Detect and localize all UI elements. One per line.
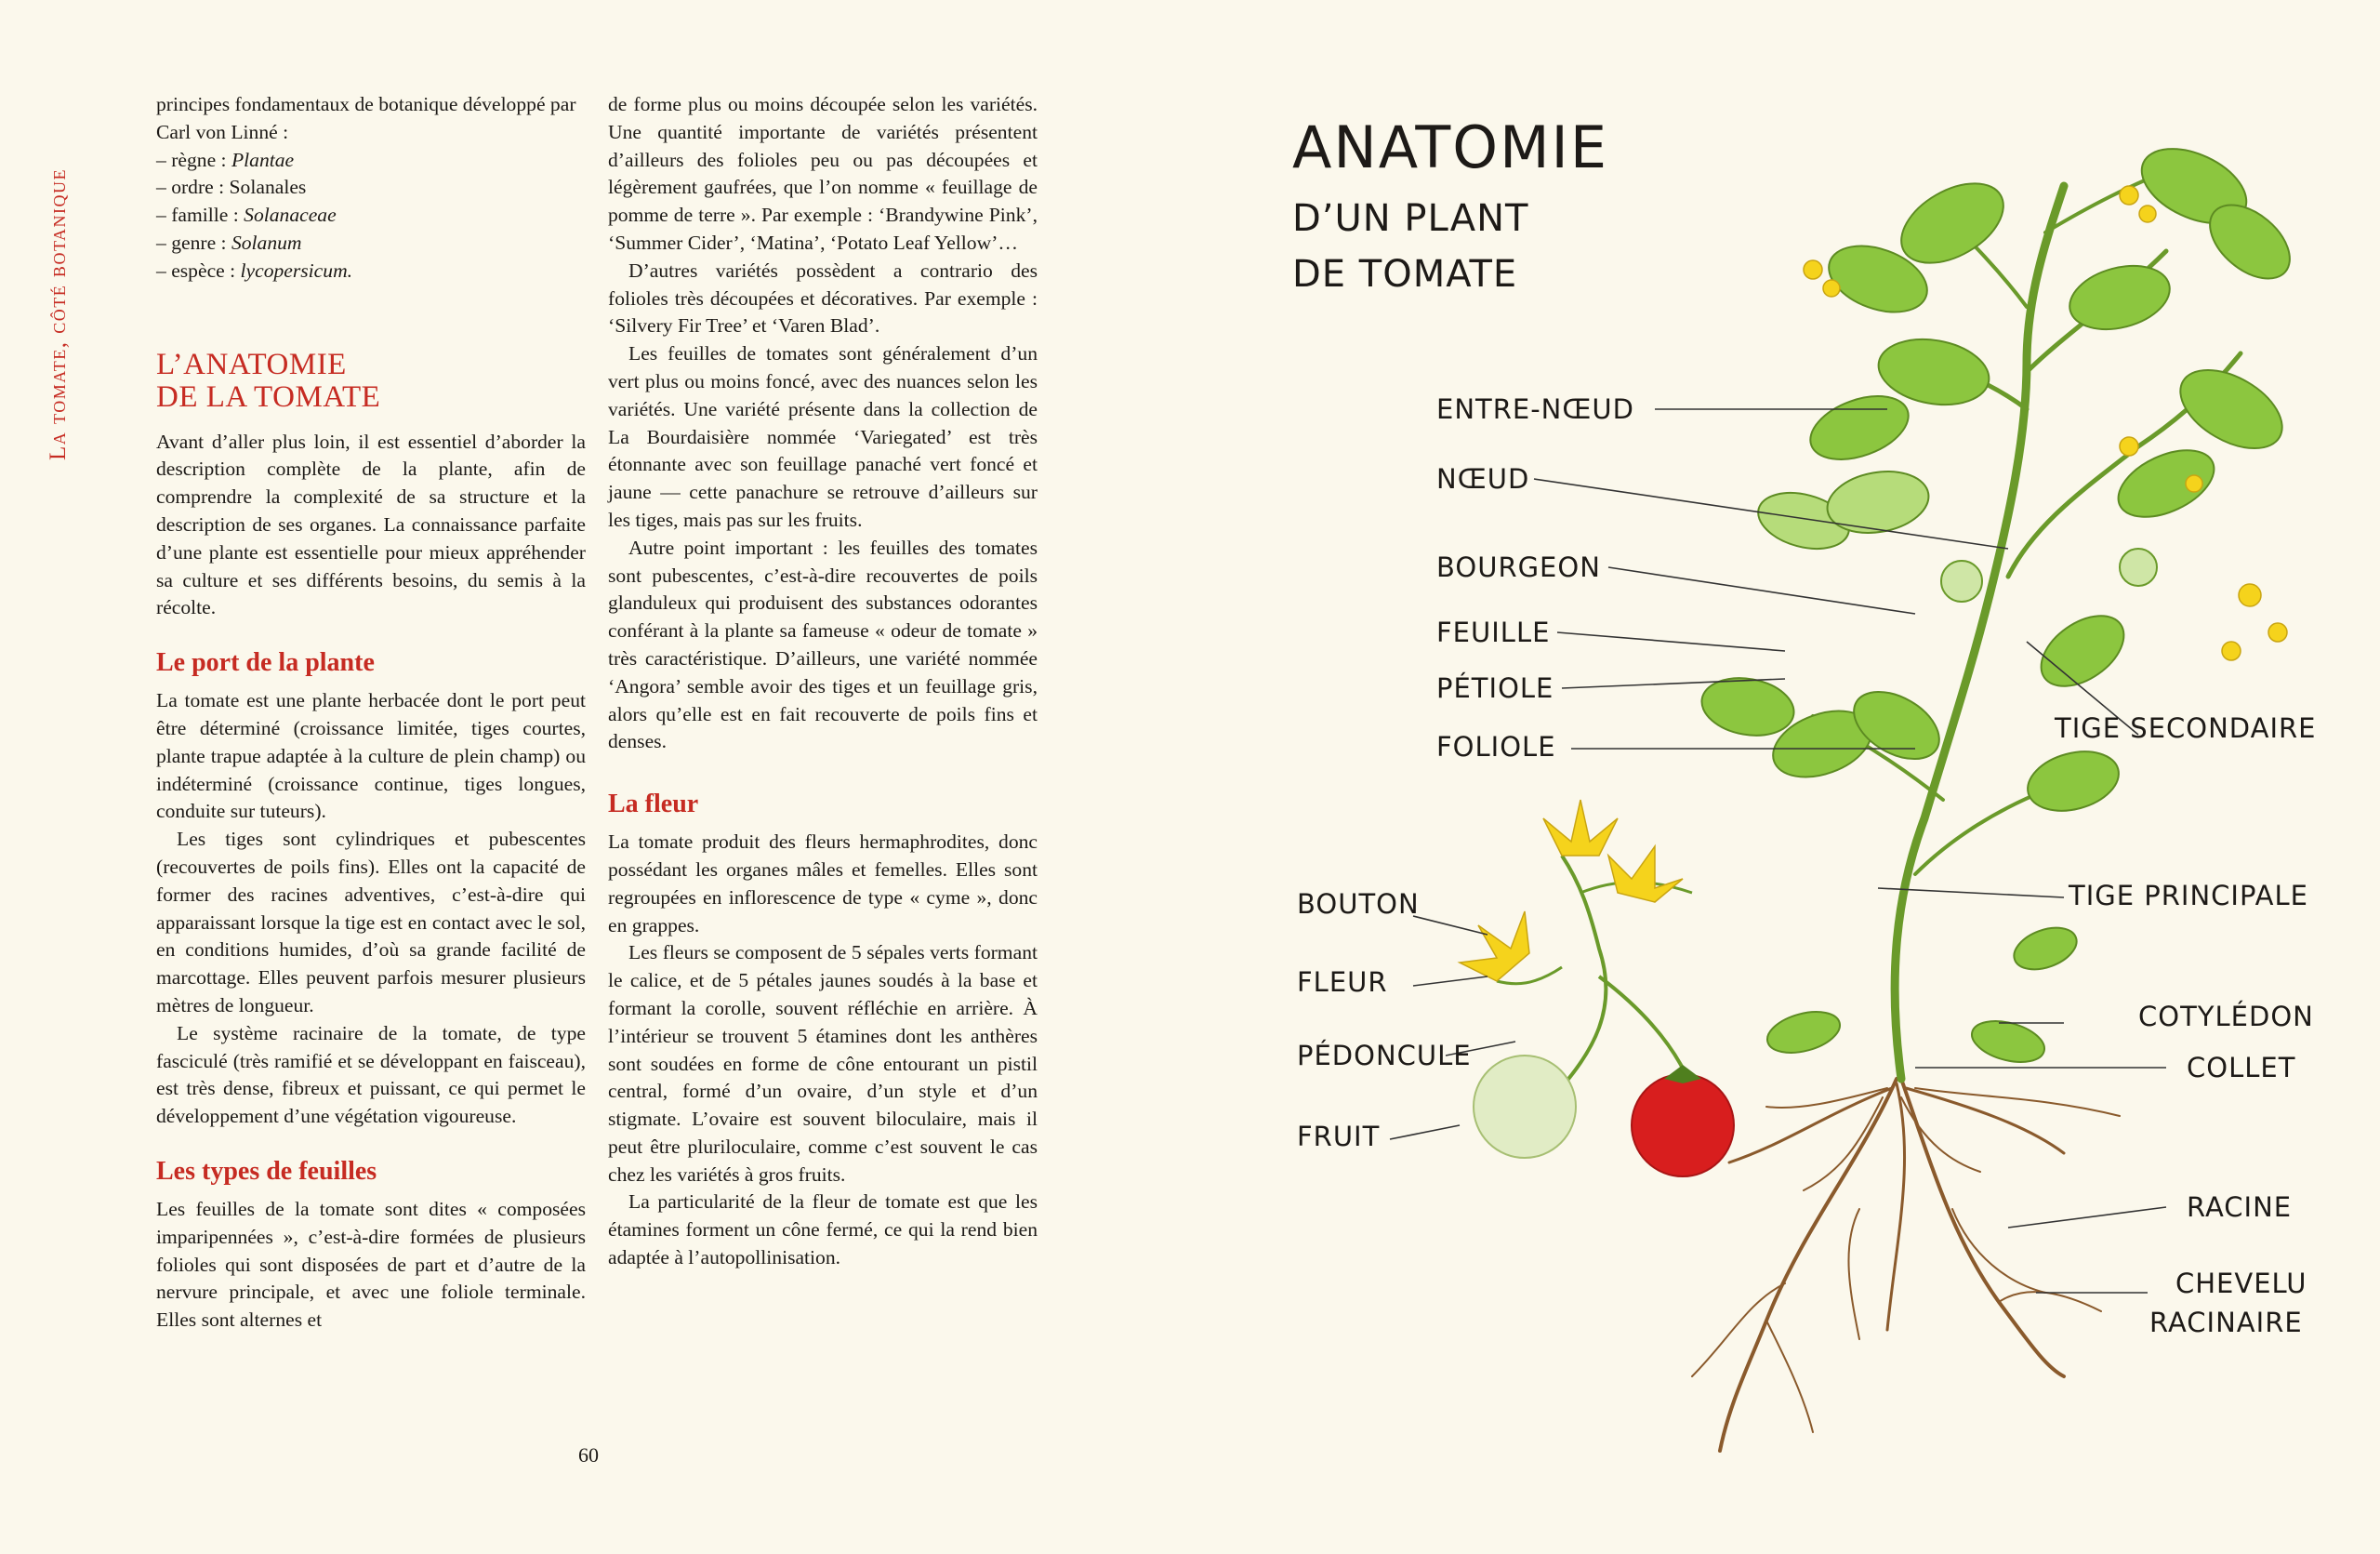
label-petiole: PÉTIOLE — [1436, 672, 1554, 704]
label-tige-principale: TIGE PRINCIPALE — [2069, 880, 2308, 911]
paragraph-port-1: La tomate est une plante herbacée dont le port peut être déterminé (croissance limitée, tiges courtes, plante trapue adaptée à la culture de plein champ) ou indéterminé (croissance continue, tiges longues, conduite sur tuteurs). — [156, 689, 586, 823]
paragraph-col2-2: D’autres variétés possèdent a contrario des folioles très découpées et décoratives. Par exemple : ‘Silvery Fir Tree’ et ‘Varen Blad’. — [608, 259, 1038, 338]
subheading-port: Le port de la plante — [156, 648, 375, 678]
roots-drawing — [1692, 1079, 2120, 1451]
label-racinaire: RACINAIRE — [2149, 1307, 2303, 1338]
paragraph-port-2: Les tiges sont cylindriques et pubescentes (recouvertes de poils fins). Elles ont la capacité de former des racines adventives, c’est-à-dire qui apparaissant lorsque la tige est en contact avec le sol, en conditions humides, d’où sa grande facilité de marcottage. Elles peuvent parfois mesurer plusieurs mètres de longueur. — [156, 828, 586, 1016]
taxonomy-item: – ordre : Solanales — [156, 176, 307, 199]
paragraph-feuilles: Les feuilles de la tomate sont dites « composées imparipennées », c’est-à-dire formées de plusieurs folioles qui sont disposées de part et d’autre de la nervure principale, et avec une foliole terminale. Elles sont alternes et — [156, 1197, 586, 1332]
label-entre-noeud: ENTRE-NŒUD — [1436, 393, 1634, 425]
paragraph-anatomy: Avant d’aller plus loin, il est essentiel d’aborder la description complète de la plante, afin de comprendre la complexité de sa structure et la description de ses organes. La connaissance parfaite d’une plante est essentielle pour mieux appréhender sa culture et ses différents besoins, du semis à la récolte. — [156, 430, 586, 619]
leader-lines — [1390, 409, 2166, 1293]
illustration-title-2: D’UN PLANT — [1292, 197, 1529, 240]
label-noeud: NŒUD — [1436, 463, 1530, 495]
label-collet: COLLET — [2187, 1052, 2296, 1083]
paragraph-col2-4: Autre point important : les feuilles des tomates sont pubescentes, c’est-à-dire recouvertes de poils glanduleux qui produisent des substances odorantes conférant à la plante sa fameuse « odeur de tomate » très caractéristique. D’ailleurs, une variété nommée ‘Angora’ semble avoir des tiges et un feuillage gris, alors qu’elle est en fait recouverte de poils fins et denses. — [608, 536, 1038, 753]
label-feuille: FEUILLE — [1436, 617, 1551, 648]
label-pedoncule: PÉDONCULE — [1297, 1040, 1472, 1071]
page-number: 60 — [578, 1443, 599, 1467]
label-bouton: BOUTON — [1297, 888, 1420, 920]
plant-illustration — [1209, 0, 2380, 1554]
taxonomy-item: – famille : Solanaceae — [156, 204, 337, 227]
paragraph-col2-3: Les feuilles de tomates sont généralement d’un vert plus ou moins foncé, avec des nuances selon les variétés. Une variété présente dans la collection de La Bourdaisière nommée ‘Variegated’ est très étonnante avec son feuillage panaché vert foncé et jaune — cette panachure se retrouve d’ailleurs sur les tiges, mais pas sur les fruits. — [608, 342, 1038, 531]
green-fruits-drawing — [1941, 549, 2157, 602]
label-fleur: FLEUR — [1297, 966, 1388, 998]
subheading-fleur: La fleur — [608, 790, 699, 819]
section-heading-anatomy: L’ANATOMIE DE LA TOMATE — [156, 347, 381, 414]
label-racine: RACINE — [2187, 1191, 2293, 1223]
paragraph-col2-5: La tomate produit des fleurs hermaphrodites, donc possédant les organes mâles et femelles. Elles sont regroupées en inflorescence de type « cyme », donc en grappes. — [608, 830, 1038, 936]
label-chevelu: CHEVELU — [2175, 1268, 2307, 1299]
paragraph-intro: principes fondamentaux de botanique développé par Carl von Linné : — [156, 93, 576, 143]
running-head — [33, 79, 79, 470]
taxonomy-item: – espèce : lycopersicum. — [156, 259, 353, 282]
text-column-right — [608, 91, 1038, 1272]
taxonomy-list — [156, 147, 586, 286]
paragraph-col2-7: La particularité de la fleur de tomate est que les étamines forment un cône fermé, ce qui la rend bien adaptée à l’autopollinisation. — [608, 1190, 1038, 1269]
label-fruit: FRUIT — [1297, 1121, 1381, 1152]
taxonomy-item: – genre : Solanum — [156, 231, 302, 254]
subheading-feuilles: Les types de feuilles — [156, 1156, 377, 1186]
label-bourgeon: BOURGEON — [1436, 551, 1601, 583]
illustration-title-1: ANATOMIE — [1292, 113, 1609, 181]
paragraph-port-3: Le système racinaire de la tomate, de type fasciculé (très ramifié et se développant en faisceau), est très dense, fibreux et puissant, ce qui permet le développement d’une végétation vigoureuse. — [156, 1021, 586, 1128]
label-tige-secondaire: TIGE SECONDAIRE — [2055, 712, 2317, 744]
plant-drawing — [1209, 0, 2380, 1554]
flower-cluster-drawing — [1460, 800, 1734, 1176]
label-foliole: FOLIOLE — [1436, 731, 1556, 763]
label-cotyledon: COTYLÉDON — [2138, 1001, 2314, 1032]
illustration-title-3: DE TOMATE — [1292, 253, 1518, 296]
running-head-text: La tomate, côté botanique — [46, 168, 71, 460]
paragraph-col2-6: Les fleurs se composent de 5 sépales verts formant le calice, et de 5 pétales jaunes soudés à la base et formant la corolle, souvent réfléchie en arrière. À l’intérieur se trouvent 5 étamines dont les anthères sont soudées en forme de cône entourant un pistil central, formé d’un ovaire, d’un style et d’un stigmate. L’ovaire est souvent biloculaire, mais il peut être pluriloculaire, comme c’est souvent le cas chez les variétés à gros fruits. — [608, 941, 1038, 1186]
paragraph-col2-1: de forme plus ou moins découpée selon les variétés. Une quantité importante de variétés présentent d’ailleurs des folioles peu ou pas découpées et légèrement gaufrées, que l’on nomme « feuillage de pomme de terre ». Par exemple : ‘Brandywine Pink’, ‘Summer Cider’, ‘Matina’, ‘Potato Leaf Yellow’… — [608, 93, 1038, 254]
taxonomy-item: – règne : Plantae — [156, 148, 295, 171]
text-column-left — [156, 91, 586, 1335]
